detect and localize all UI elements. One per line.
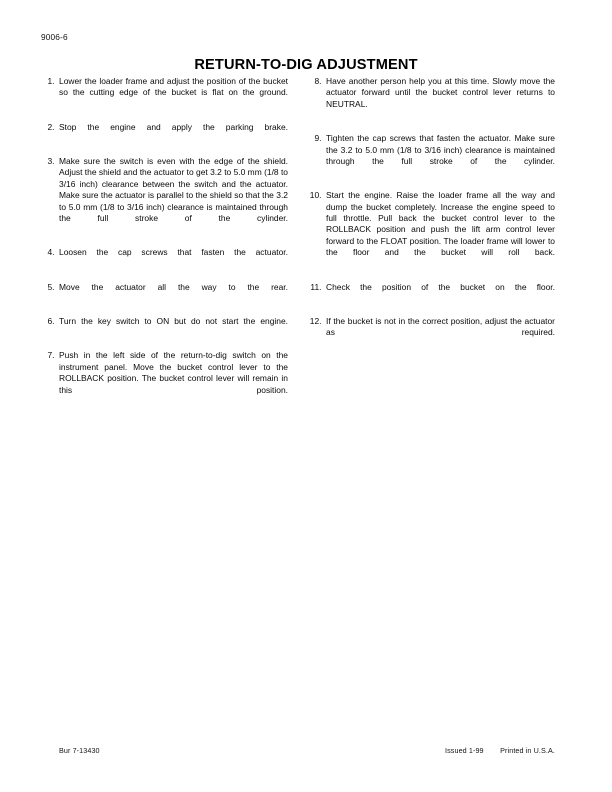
step-text: Move the actuator all the way to the rear. [59,281,288,292]
step-number: 8. [314,76,322,86]
procedure-step [308,190,555,270]
footer-bulletin-number: Bur 7-13430 [59,746,100,755]
two-column-body [41,76,555,407]
step-text: Make sure the switch is even with the edge of the shield. Adjust the shield and the actuator to get 3.2 to 5.0 mm (1/8 to 3/16 inch) clearance between the switch and the actuator. Make sure the actuator is parallel to the shield so that the 3.2 to 5.0 mm (1/8 to 3/16 inch) clearance is maintained through the full stroke of the cylinder. [59,156,288,224]
step-number: 6. [47,316,55,326]
procedure-step [308,76,555,122]
procedure-step [308,316,555,350]
procedure-column-left [41,76,288,407]
step-number: 10. [309,190,322,201]
page-title: RETURN-TO-DIG ADJUSTMENT [194,56,418,73]
procedure-step [308,282,555,305]
step-number: 2. [47,121,55,132]
step-number: 9. [314,133,322,144]
step-number: 4. [47,247,55,258]
step-text: Loosen the cap screws that fasten the actuator. [59,247,288,258]
step-text: Push in the left side of the return-to-dig switch on the instrument panel. Move the bucket control lever to the ROLLBACK position. The bucket control lever will remain in this position. [59,350,288,395]
footer-printed-in: Printed in U.S.A. [500,746,555,755]
step-text: Check the position of the bucket on the floor. [326,281,555,292]
page-number: 9006-6 [41,32,68,42]
footer-issue-date: Issued 1-99 [445,746,484,755]
step-text: Have another person help you at this time. Slowly move the actuator forward until the bucket control lever returns to NEUTRAL. [326,76,555,109]
procedure-column-right [308,76,555,350]
step-text: Tighten the cap screws that fasten the actuator. Make sure the 3.2 to 5.0 mm (1/8 to 3/16 inch) clearance is maintained through the full stroke of the cylinder. [326,133,555,166]
procedure-step [41,76,288,110]
step-text: Turn the key switch to ON but do not start the engine. [59,316,288,326]
step-text: Lower the loader frame and adjust the position of the bucket so the cutting edge of the bucket is flat on the ground. [59,76,288,98]
procedure-step [41,350,288,407]
procedure-step [41,156,288,236]
procedure-step [41,316,288,339]
step-number: 7. [47,350,55,361]
procedure-step [41,122,288,145]
step-text: Start the engine. Raise the loader frame all the way and dump the bucket completely. Increase the engine speed to full throttle. Pull back the bucket control lever to the ROLLBACK position and push the lift arm control lever forward to the FLOAT position. The loader frame will lower to the floor and the bucket will roll back. [326,190,555,258]
step-number: 12. [309,315,322,326]
procedure-step [41,247,288,270]
step-text: Stop the engine and apply the parking brake. [59,121,288,132]
procedure-step [41,282,288,305]
procedure-step [308,133,555,179]
step-number: 11. [310,281,322,292]
step-number: 3. [47,156,55,167]
step-number: 1. [47,76,55,86]
step-text: If the bucket is not in the correct position, adjust the actuator as required. [326,315,555,338]
step-number: 5. [47,281,55,292]
